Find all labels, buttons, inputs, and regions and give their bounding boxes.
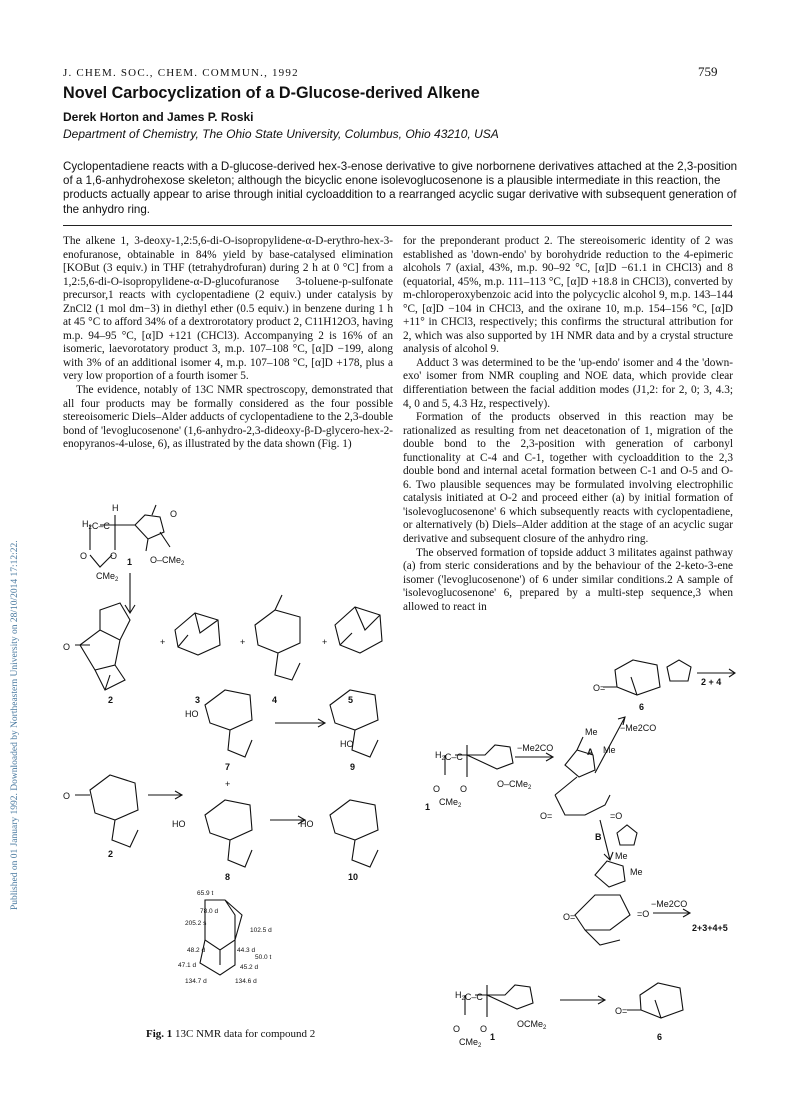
paragraph: The observed formation of topside adduct 3 militates against pathway (a) from steric considerations and by the behaviour of the 2-keto-3-ene isomer ('levoglucosenone') of 6 under similar conditions.2 A sample of 'isolevoglucosenone' 6, prepared by a multi-step sequence,3 when allowed to react in bbox=[403, 546, 733, 613]
svg-text:Me: Me bbox=[603, 745, 616, 755]
svg-text:O: O bbox=[433, 784, 441, 794]
svg-text:O=: O= bbox=[540, 811, 553, 821]
svg-text:+: + bbox=[225, 779, 231, 789]
reagent-label: −Me2CO bbox=[517, 743, 554, 753]
caption-label: Fig. 1 bbox=[146, 1028, 173, 1040]
svg-text:+: + bbox=[240, 637, 246, 647]
compound-label: 3 bbox=[195, 695, 201, 705]
svg-text:H2C–C: $H_2C-C$ bbox=[455, 990, 483, 1002]
svg-text:+: + bbox=[160, 637, 166, 647]
paragraph: Formation of the products observed in this reaction may be rationalized as resulting from net deacetonation of 1, migration of the double bond to the 2,3-position with generation of carbonyl functionality at C-4 and C-1, together with cycloaddition to the 2,3 double bond and internal acetal formation between C-1 and O-5 and O-6. Two plausible sequences may be formulated involving electrophilic catalysis initiated at O-2 and proceed either (a) by initial formation of 'isolevoglucosenone' 6 which subsequently reacts with cyclopentadiene, or alternatively (b) Diels–Alder addition at the stage of an acyclic sugar derivative and subsequent closure of the anhydro ring. bbox=[403, 411, 733, 546]
path-a-label: A bbox=[587, 747, 594, 757]
body-column-right bbox=[403, 235, 733, 614]
structures-figure-left bbox=[60, 495, 400, 1005]
svg-text:CMe2: CMe$_2$ bbox=[96, 571, 119, 583]
svg-text:HO: HO bbox=[300, 819, 314, 829]
svg-text:HO: HO bbox=[185, 709, 199, 719]
svg-text:CMe2: CMe$_2$ bbox=[459, 1037, 482, 1049]
nmr-shift: 45.2 d bbox=[240, 964, 259, 971]
nmr-shift: 134.6 d bbox=[235, 978, 257, 985]
compound-label: 6 bbox=[639, 702, 645, 712]
nmr-shift: 50.0 t bbox=[255, 954, 272, 961]
svg-text:+: + bbox=[322, 637, 328, 647]
compound-label: 4 bbox=[272, 695, 278, 705]
compound-label: 9 bbox=[350, 762, 356, 772]
svg-text:H2C–C: $H_2C-C$ bbox=[82, 519, 110, 531]
compound-label: 10 bbox=[348, 872, 359, 882]
scheme-products-b: 2+3+4+5 bbox=[692, 923, 728, 933]
nmr-shift: 102.5 d bbox=[250, 927, 272, 934]
svg-text:O: O bbox=[460, 784, 468, 794]
article-affiliation: Department of Chemistry, The Ohio State University, Columbus, Ohio 43210, USA bbox=[63, 127, 499, 141]
svg-text:CMe2: CMe$_2$ bbox=[439, 797, 462, 809]
paragraph: The evidence, notably of 13C NMR spectroscopy, demonstrated that all four products may be formally considered as the four possible stereoisomeric Diels–Alder adducts of cyclopentadiene to the 2,3-double bond of 'levoglucosenone' (1,6-anhydro-2,3-dideoxy-β-D-glycero-hex-2-enopyranos-4-ulose, 6), as illustrated by the data shown (Fig. 1) bbox=[63, 384, 393, 451]
svg-text:O–CMe2: O–CMe$_2$ bbox=[497, 779, 532, 791]
svg-text:OCMe2: OCMe$_2$ bbox=[517, 1019, 547, 1031]
article-authors: Derek Horton and James P. Roski bbox=[63, 110, 254, 124]
nmr-shift: 48.2 d bbox=[187, 947, 206, 954]
svg-text:H: H bbox=[112, 503, 119, 513]
svg-text:Me: Me bbox=[630, 867, 643, 877]
svg-text:Me: Me bbox=[615, 851, 628, 861]
reagent-label: −Me2CO bbox=[651, 899, 688, 909]
svg-text:O=: O= bbox=[615, 1006, 628, 1016]
svg-text:O=: O= bbox=[593, 683, 606, 693]
svg-text:O: O bbox=[63, 791, 71, 801]
svg-text:=O: =O bbox=[637, 909, 650, 919]
running-header: J. CHEM. SOC., CHEM. COMMUN., 1992 bbox=[63, 67, 299, 79]
article-title: Novel Carbocyclization of a D-Glucose-derived Alkene bbox=[63, 84, 480, 102]
nmr-shift: 65.9 t bbox=[197, 890, 214, 897]
compound-label: 1 bbox=[127, 557, 133, 567]
nmr-shift: 78.0 d bbox=[200, 908, 219, 915]
compound-label: 1 bbox=[490, 1032, 496, 1042]
svg-text:O: O bbox=[480, 1024, 488, 1034]
paragraph: Adduct 3 was determined to be the 'up-endo' isomer and 4 the 'down-exo' isomer from NMR coupling and NOE data, which provide clear differentiation between the facial addition modes (J1,2: for 2, 0; 3, 4.3; 4, 0 and 5, 4.3 Hz, respectively). bbox=[403, 356, 733, 410]
svg-text:Me: Me bbox=[585, 727, 598, 737]
svg-text:O–CMe2: O–CMe$_2$ bbox=[150, 555, 185, 567]
svg-text:O: O bbox=[63, 642, 71, 652]
compound-label: 1 bbox=[425, 802, 431, 812]
compound-label: 6 bbox=[657, 1032, 663, 1042]
path-b-label: B bbox=[595, 832, 602, 842]
svg-text:H2C–C: $H_2C-C$ bbox=[435, 750, 463, 762]
mechanism-scheme bbox=[405, 655, 740, 1049]
abstract-divider bbox=[63, 225, 732, 226]
reagent-label: −Me2CO bbox=[620, 723, 657, 733]
nmr-shift: 44.3 d bbox=[237, 947, 256, 954]
compound-label: 2 bbox=[108, 849, 114, 859]
svg-text:O: O bbox=[80, 551, 88, 561]
nmr-shift: 47.1 d bbox=[178, 962, 197, 969]
compound-label: 7 bbox=[225, 762, 231, 772]
svg-text:O=: O= bbox=[563, 912, 576, 922]
compound-label: 8 bbox=[225, 872, 231, 882]
nmr-shift: 134.7 d bbox=[185, 978, 207, 985]
svg-text:O: O bbox=[110, 551, 118, 561]
page-number: 759 bbox=[698, 64, 718, 79]
svg-text:=O: =O bbox=[610, 811, 623, 821]
compound-label: 2 bbox=[108, 695, 114, 705]
scheme-products-a: 2 + 4 bbox=[701, 677, 722, 687]
svg-text:O: O bbox=[453, 1024, 461, 1034]
nmr-shift: 205.2 s bbox=[185, 920, 207, 927]
paragraph: for the preponderant product 2. The stereoisomeric identity of 2 was established as 'down-endo' by borohydride reduction to the 4-epimeric alcohols 7 (axial, 43%, m.p. 90–92 °C, [α]D −61.1 in CHCl3) and 8 (equatorial, 45%, m.p. 111–113 °C, [α]D +18.8 in CHCl3), converted by m-chloroperoxybenzoic acid into the polycyclic alcohol 9, m.p. 143–144 °C, [α]D −104 in CHCl3, and the oxirane 10, m.p. 154–156 °C, [α]D +11° in CHCl3, respectively; this confirms the structural attribution for 2, which was also supported by 1H NMR data and by a crystal structure analysis of alcohol 9. bbox=[403, 235, 733, 356]
svg-text:HO: HO bbox=[340, 739, 354, 749]
download-watermark bbox=[2, 230, 18, 910]
compound-label: 5 bbox=[348, 695, 354, 705]
figure-caption bbox=[146, 1028, 315, 1040]
watermark-text: Published on 01 January 1992. Downloaded by Northeastern University on 28/10/2014 17:12:22. bbox=[10, 540, 20, 910]
body-column-left bbox=[63, 235, 393, 452]
svg-text:HO: HO bbox=[172, 819, 186, 829]
caption-text: 13C NMR data for compound 2 bbox=[175, 1028, 316, 1040]
article-abstract: Cyclopentadiene reacts with a D-glucose-derived hex-3-enose derivative to give norbornene derivatives attached at the 2,3-position of a 1,6-anhydrohexose skeleton; although the bicyclic enone isolevoglucosenone is a plausible intermediate in this reaction, the products actually appear to arise through initial cycloaddition to a rearranged acyclic sugar derivative with subsequent generation of the anhydro ring. bbox=[63, 160, 738, 216]
svg-text:O: O bbox=[170, 509, 178, 519]
paragraph: The alkene 1, 3-deoxy-1,2:5,6-di-O-isopropylidene-α-D-erythro-hex-3-enofuranose, obtainable in 84% yield by base-catalysed elimination [KOBut (3 equiv.) in THF (tetrahydrofuran) during 2 h at 0 °C] from a 1,2:5,6-di-O-isopropylidene-α-D-glucofuranose 3-toluene-p-sulfonate precursor,1 reacts with cyclopentadiene (2 equiv.) under catalysis by ZnCl2 (1 mol dm−3) in diethyl ether (0.5 equiv.) in benzene during 1 h at 45 °C to afford 34% of a dextrorotatory product 2, C11H12O3, having m.p. 94–95 °C, [α]D +121 (CHCl3). Accompanying 2 is 16% of an isomeric, laevorotatory product 3, m.p. 107–108 °C, [α]D −199, along with 3% of an additional isomer 4, m.p. 107–108 °C, [α]D +178, plus a very low proportion of a fourth isomer 5. bbox=[63, 235, 393, 383]
